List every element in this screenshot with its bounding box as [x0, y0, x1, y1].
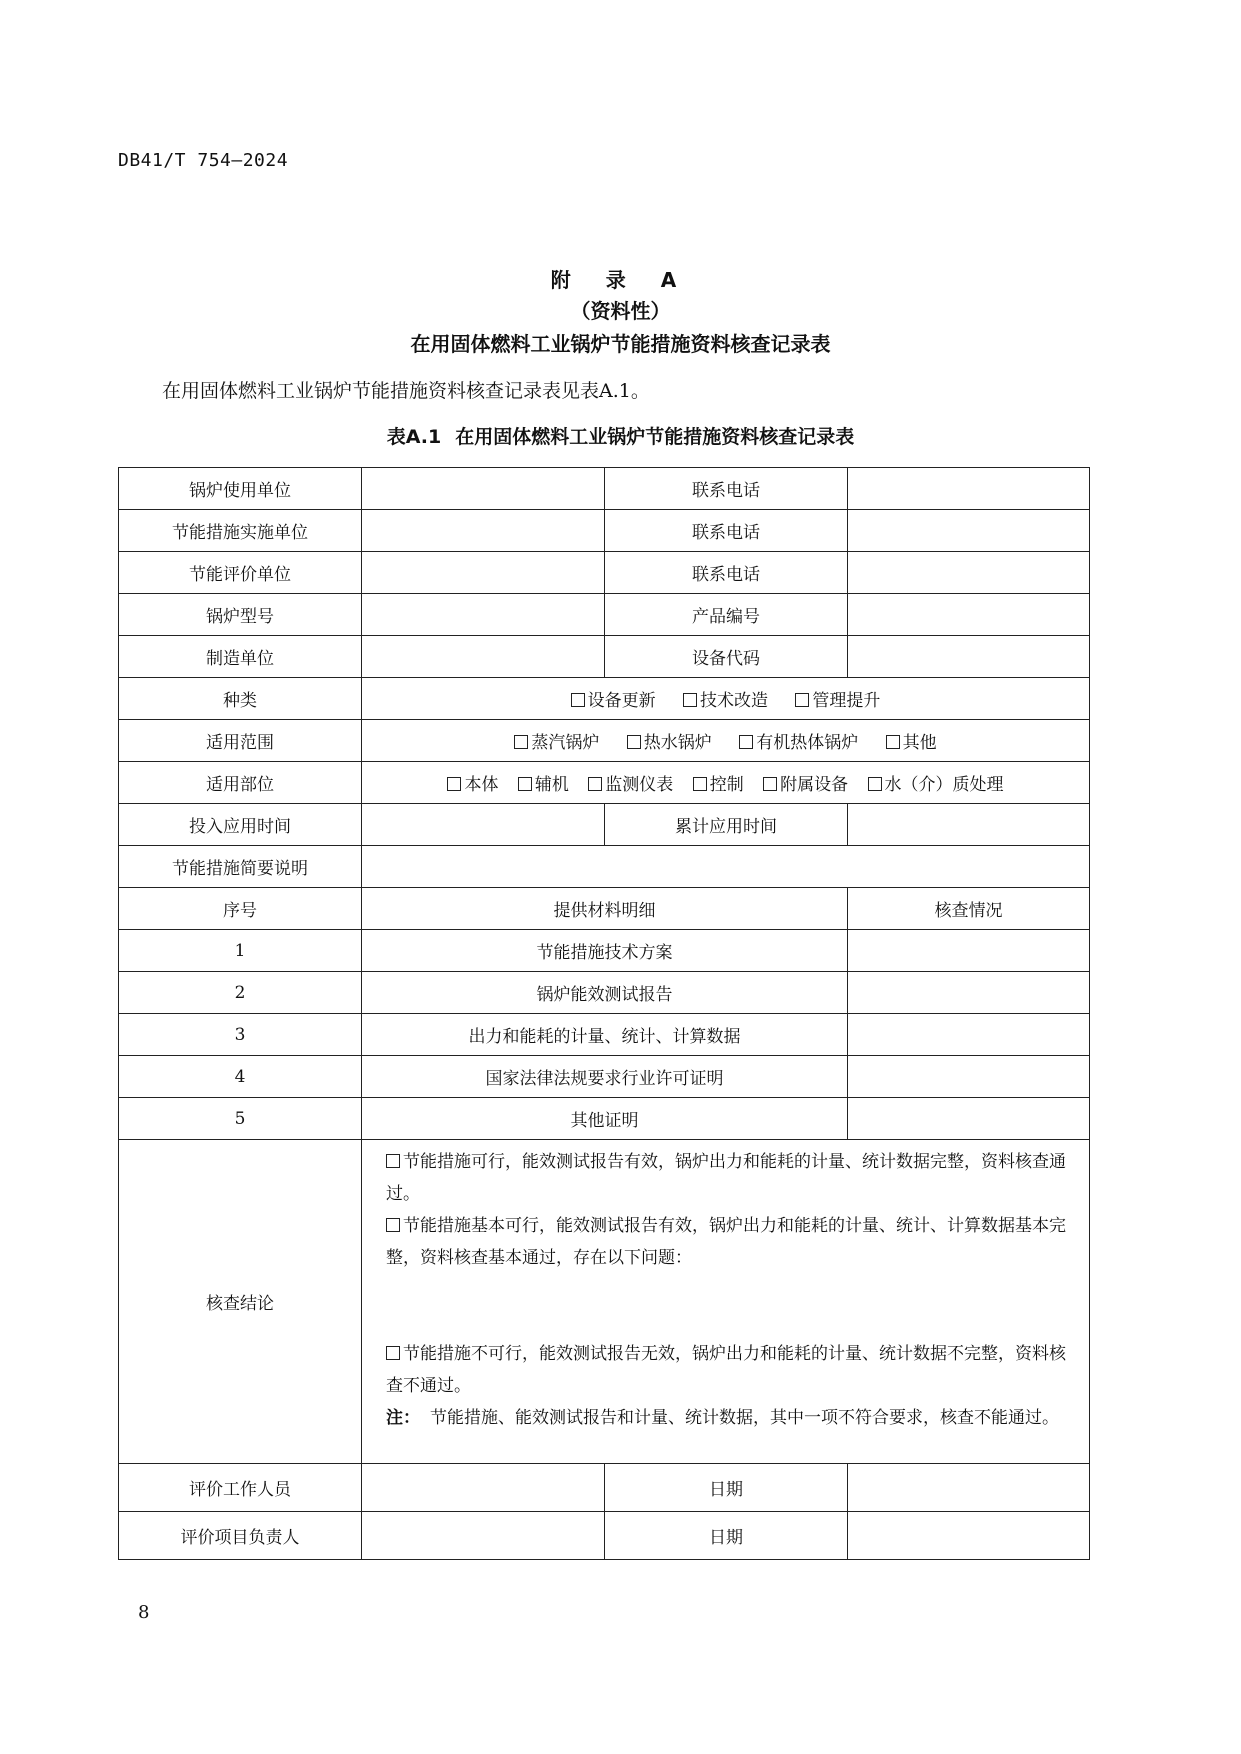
- column-header: 提供材料明细: [362, 888, 848, 930]
- checkbox[interactable]: [386, 1346, 400, 1360]
- conclusion-option[interactable]: 节能措施基本可行，能效测试报告有效，锅炉出力和能耗的计量、统计、计算数据基本完整，资料核查基本通过，存在以下问题：: [386, 1216, 1066, 1268]
- label-cell: 锅炉型号: [119, 594, 362, 636]
- intro-text: 在用固体燃料工业锅炉节能措施资料核查记录表见表A.1。: [162, 380, 650, 402]
- table-row: [119, 762, 1090, 804]
- material-detail: 其他证明: [362, 1098, 848, 1140]
- table-row: [119, 972, 1090, 1014]
- part-option[interactable]: 辅机: [518, 775, 569, 795]
- date-field[interactable]: [848, 1512, 1090, 1560]
- table-row: [119, 594, 1090, 636]
- table-caption: [0, 422, 1241, 449]
- table-row: [119, 678, 1090, 720]
- implementer-field[interactable]: [362, 510, 605, 552]
- annex-title: 附 录 A: [550, 268, 691, 292]
- label-cell: 锅炉使用单位: [119, 468, 362, 510]
- checkbox[interactable]: [386, 1218, 400, 1232]
- checkbox[interactable]: [886, 735, 900, 749]
- label-cell: 日期: [605, 1464, 848, 1512]
- table-row: [119, 1098, 1090, 1140]
- checkbox[interactable]: [763, 777, 777, 791]
- scope-option[interactable]: 蒸汽锅炉: [514, 733, 599, 753]
- table-row: [119, 1140, 1090, 1464]
- cumulative-time-field[interactable]: [848, 804, 1090, 846]
- table-row: [119, 720, 1090, 762]
- table-row: [119, 1512, 1090, 1560]
- label-cell: 节能措施实施单位: [119, 510, 362, 552]
- phone-field[interactable]: [848, 468, 1090, 510]
- check-status-field[interactable]: [848, 1098, 1090, 1140]
- label-cell: 产品编号: [605, 594, 848, 636]
- part-options: [362, 762, 1090, 804]
- table-number: 表A.1: [386, 426, 442, 448]
- conclusion-option[interactable]: 节能措施可行，能效测试报告有效，锅炉出力和能耗的计量、统计数据完整，资料核查通过。: [386, 1152, 1066, 1204]
- label-cell: 核查结论: [119, 1140, 362, 1464]
- part-option[interactable]: 附属设备: [763, 775, 848, 795]
- issues-space[interactable]: [386, 1274, 1067, 1338]
- table-row: [119, 1464, 1090, 1512]
- scope-options: [362, 720, 1090, 762]
- label-cell: 适用部位: [119, 762, 362, 804]
- label-cell: 适用范围: [119, 720, 362, 762]
- row-number: 4: [119, 1056, 362, 1098]
- conclusion-cell: [362, 1140, 1090, 1464]
- checkbox[interactable]: [386, 1154, 400, 1168]
- column-header: 核查情况: [848, 888, 1090, 930]
- table-row: [119, 1056, 1090, 1098]
- evaluator-field[interactable]: [362, 552, 605, 594]
- table-row: [119, 1014, 1090, 1056]
- row-number: 1: [119, 930, 362, 972]
- checkbox[interactable]: [571, 693, 585, 707]
- part-option[interactable]: 本体: [447, 775, 498, 795]
- material-detail: 出力和能耗的计量、统计、计算数据: [362, 1014, 848, 1056]
- row-number: 5: [119, 1098, 362, 1140]
- checkbox[interactable]: [518, 777, 532, 791]
- label-cell: 种类: [119, 678, 362, 720]
- check-status-field[interactable]: [848, 1056, 1090, 1098]
- checkbox[interactable]: [683, 693, 697, 707]
- label-cell: 节能措施简要说明: [119, 846, 362, 888]
- table-row: [119, 468, 1090, 510]
- note-text: 节能措施、能效测试报告和计量、统计数据，其中一项不符合要求，核查不能通过。: [430, 1408, 1059, 1428]
- label-cell: 联系电话: [605, 510, 848, 552]
- label-cell: 投入应用时间: [119, 804, 362, 846]
- label-cell: 联系电话: [605, 468, 848, 510]
- evaluator-staff-field[interactable]: [362, 1464, 605, 1512]
- annex-name: 在用固体燃料工业锅炉节能措施资料核查记录表: [410, 332, 831, 356]
- page-number: 8: [138, 1602, 150, 1623]
- brief-description-field[interactable]: [362, 846, 1090, 888]
- material-detail: 节能措施技术方案: [362, 930, 848, 972]
- equipment-code-field[interactable]: [848, 636, 1090, 678]
- table-row: [119, 510, 1090, 552]
- label-cell: 节能评价单位: [119, 552, 362, 594]
- table-row: [119, 888, 1090, 930]
- column-header: 序号: [119, 888, 362, 930]
- label-cell: 评价项目负责人: [119, 1512, 362, 1560]
- category-option[interactable]: 管理提升: [795, 691, 880, 711]
- boiler-user-field[interactable]: [362, 468, 605, 510]
- checkbox[interactable]: [868, 777, 882, 791]
- product-number-field[interactable]: [848, 594, 1090, 636]
- checkbox[interactable]: [447, 777, 461, 791]
- check-status-field[interactable]: [848, 1014, 1090, 1056]
- checkbox[interactable]: [514, 735, 528, 749]
- part-option[interactable]: 水（介）质处理: [868, 775, 1004, 795]
- check-status-field[interactable]: [848, 972, 1090, 1014]
- category-options: [362, 678, 1090, 720]
- table-row: [119, 930, 1090, 972]
- scope-option[interactable]: 其他: [886, 733, 937, 753]
- label-cell: 联系电话: [605, 552, 848, 594]
- standard-code: DB41/T 754—2024: [118, 150, 289, 171]
- material-detail: 国家法律法规要求行业许可证明: [362, 1056, 848, 1098]
- label-cell: 制造单位: [119, 636, 362, 678]
- checkbox[interactable]: [693, 777, 707, 791]
- checkbox[interactable]: [739, 735, 753, 749]
- conclusion-note: [386, 1402, 1067, 1434]
- annex-type: （资料性）: [570, 299, 671, 323]
- start-time-field[interactable]: [362, 804, 605, 846]
- phone-field[interactable]: [848, 552, 1090, 594]
- project-leader-field[interactable]: [362, 1512, 605, 1560]
- scope-option[interactable]: 有机热体锅炉: [739, 733, 858, 753]
- material-detail: 锅炉能效测试报告: [362, 972, 848, 1014]
- label-cell: 累计应用时间: [605, 804, 848, 846]
- row-number: 2: [119, 972, 362, 1014]
- label-cell: 设备代码: [605, 636, 848, 678]
- table-title: 在用固体燃料工业锅炉节能措施资料核查记录表: [455, 426, 855, 448]
- part-option[interactable]: 控制: [693, 775, 744, 795]
- label-cell: 日期: [605, 1512, 848, 1560]
- conclusion-option[interactable]: 节能措施不可行，能效测试报告无效，锅炉出力和能耗的计量、统计数据不完整，资料核查不通过。: [386, 1344, 1066, 1396]
- table-row: [119, 846, 1090, 888]
- checkbox[interactable]: [588, 777, 602, 791]
- row-number: 3: [119, 1014, 362, 1056]
- checkbox[interactable]: [627, 735, 641, 749]
- category-option[interactable]: 设备更新: [571, 691, 656, 711]
- part-option[interactable]: 监测仪表: [588, 775, 673, 795]
- category-option[interactable]: 技术改造: [683, 691, 768, 711]
- checkbox[interactable]: [795, 693, 809, 707]
- boiler-model-field[interactable]: [362, 594, 605, 636]
- table-row: [119, 804, 1090, 846]
- check-status-field[interactable]: [848, 930, 1090, 972]
- table-row: [119, 636, 1090, 678]
- date-field[interactable]: [848, 1464, 1090, 1512]
- table-row: [119, 552, 1090, 594]
- scope-option[interactable]: 热水锅炉: [627, 733, 712, 753]
- manufacturer-field[interactable]: [362, 636, 605, 678]
- record-table: [118, 467, 1090, 1560]
- phone-field[interactable]: [848, 510, 1090, 552]
- label-cell: 评价工作人员: [119, 1464, 362, 1512]
- note-label: 注：: [386, 1408, 420, 1428]
